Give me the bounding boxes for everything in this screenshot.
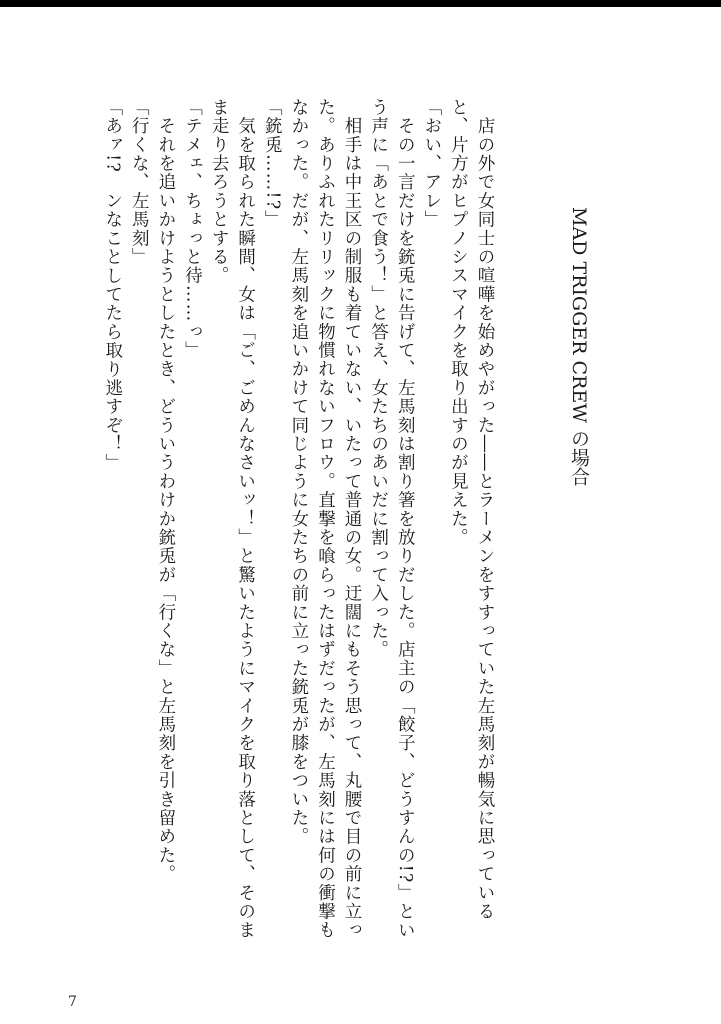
paragraph: それを追いかけようとしたとき、どういうわけか銃兎が「行くな」と左馬刻を引き留めた。 xyxy=(155,98,176,884)
paragraph: 相手は中王区の制服も着ていない、いたって普通の女。迂闊にもそう思って、丸腰で目の前に立った。ありふれたリリックに物慣れないフロウ。直撃を喰らったはずだったが、左馬刻には何の衝撃もなかった。だが、左馬刻を追いかけて同じように女たちの前に立った銃兎が膝をついた。 xyxy=(288,98,363,940)
paragraph: 「あァ!? ンなことしてたら取り逃すぞ！」 xyxy=(102,98,123,473)
paragraph: 「行くな、左馬刻」 xyxy=(129,98,150,267)
paragraph: 店の外で女同士の喧嘩を始めやがった――とラーメンをすすっていた左馬刻が暢気に思っていると、片方がヒプノシスマイクを取り出すのが見えた。 xyxy=(448,98,495,921)
chapter-title: MAD TRIGGER CREW の場合 xyxy=(568,207,590,486)
page-number: 7 xyxy=(68,994,77,1010)
paragraph: 気を取られた瞬間、女は「ご、ごめんなさいッ！」と驚いたようにマイクを取り落として、そのまま走り去ろうとする。 xyxy=(209,98,256,940)
paragraph: 「テメェ、ちょっと待……っ」 xyxy=(182,98,203,360)
paragraph: その一言だけを銃兎に告げて、左馬刻は割り箸を放りだした。店主の「餃子、どうすんの!?」という声に「あとで食う！」と答え、女たちのあいだに割って入った。 xyxy=(368,98,416,940)
body-text xyxy=(99,98,498,958)
paragraph: 「おい、アレ」 xyxy=(421,98,442,229)
paragraph: 「銃兎……!?」 xyxy=(262,98,283,230)
